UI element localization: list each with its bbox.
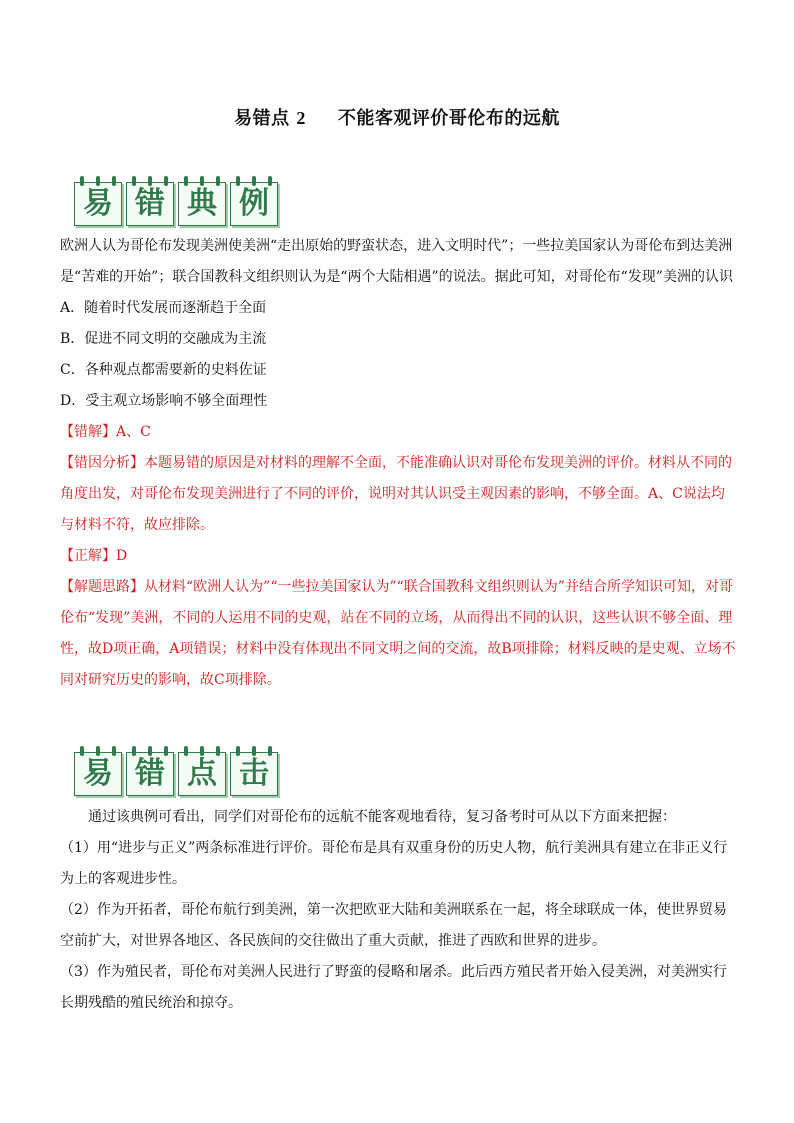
- banner-char: 击: [239, 756, 269, 791]
- banner-card: [178, 176, 226, 226]
- right-answer-label: 【正解】: [60, 548, 116, 564]
- wrong-answer-label: 【错解】: [60, 424, 116, 440]
- banner-char: 典: [187, 186, 217, 221]
- option-c: C．各种观点都需要新的史料佐证: [60, 362, 267, 378]
- title-number: 2: [296, 108, 306, 128]
- wrong-answer-value: A、C: [116, 424, 151, 440]
- banner-card: [126, 746, 174, 796]
- banner-card: [74, 746, 122, 796]
- banner-char: 例: [239, 186, 269, 221]
- error-analysis-text: 本题易错的原因是对材料的理解不全面，不能准确认识对哥伦布发现美洲的评价。材料从不同的角度出发，对哥伦布发现美洲进行了不同的评价，说明对其认识受主观因素的影响，不够全面。A、C说法均与材料不符，故应排除。: [60, 455, 732, 533]
- title-prefix: 易错点: [234, 108, 290, 129]
- question-block: [60, 231, 736, 696]
- banner-card: [230, 176, 278, 226]
- option-d: D．受主观立场影响不够全面理性: [60, 393, 268, 409]
- point-item-3: （3）作为殖民者，哥伦布对美洲人民进行了野蛮的侵略和屠杀。此后西方殖民者开始入侵美洲，对美洲实行长期残酷的殖民统治和掠夺。: [60, 964, 727, 1011]
- question-stem: 欧洲人认为哥伦布发现美洲使美洲“走出原始的野蛮状态，进入文明时代”；一些拉美国家认为哥伦布到达美洲是“苦难的开始”；联合国教科文组织则认为是“两个大陆相遇”的说法。据此可知，对哥伦布“发现”美洲的认识: [60, 238, 733, 285]
- banner-char: 易: [83, 756, 113, 791]
- banner-card: [178, 746, 226, 796]
- banner-char: 错: [135, 186, 165, 221]
- wrong-answer-line: [60, 417, 736, 448]
- banner-error-points: [74, 746, 278, 796]
- error-analysis-label: 【错因分析】: [60, 455, 144, 471]
- right-answer-value: D: [116, 548, 128, 564]
- right-answer-line: [60, 541, 736, 572]
- title-text: 不能客观评价哥伦布的远航: [337, 108, 560, 129]
- point-item-2: （2）作为开拓者，哥伦布航行到美洲，第一次把欧亚大陆和美洲联系在一起，将全球联成一体，使世界贸易空前扩大，对世界各地区、各民族间的交往做出了重大贡献，推进了西欧和世界的进步。: [60, 902, 727, 949]
- point-item-1: （1）用“进步与正义”两条标准进行评价。哥伦布是具有双重身份的历史人物，航行美洲具有建立在非正义行为上的客观进步性。: [60, 840, 728, 887]
- page-title: [0, 104, 794, 130]
- option-b: B．促进不同文明的交融成为主流: [60, 331, 267, 347]
- banner-typical-example: [74, 176, 278, 226]
- banner-card: [74, 176, 122, 226]
- error-analysis: [60, 448, 736, 541]
- solution-idea-label: 【解题思路】: [60, 579, 144, 595]
- banner-char: 易: [83, 186, 113, 221]
- points-intro: 通过该典例可看出，同学们对哥伦布的远航不能客观地看待，复习备考时可从以下方面来把握：: [88, 809, 676, 825]
- banner-card: [230, 746, 278, 796]
- solution-idea-text: 从材料“欧洲人认为”“一些拉美国家认为”“联合国教科文组织则认为”并结合所学知识可知，对哥伦布“发现”美洲，不同的人运用不同的史观，站在不同的立场，从而得出不同的认识，这些认识不够全面、理性，故D项正确，A项错误；材料中没有体现出不同文明之间的交流，故B项排除；材料反映的是史观、立场不同对研究历史的影响，故C项排除。: [60, 579, 736, 688]
- banner-card: [126, 176, 174, 226]
- option-a: A．随着时代发展而逐渐趋于全面: [60, 300, 267, 316]
- banner-char: 点: [187, 756, 217, 791]
- banner-char: 错: [135, 756, 165, 791]
- solution-idea: [60, 572, 736, 696]
- points-block: [60, 802, 736, 1019]
